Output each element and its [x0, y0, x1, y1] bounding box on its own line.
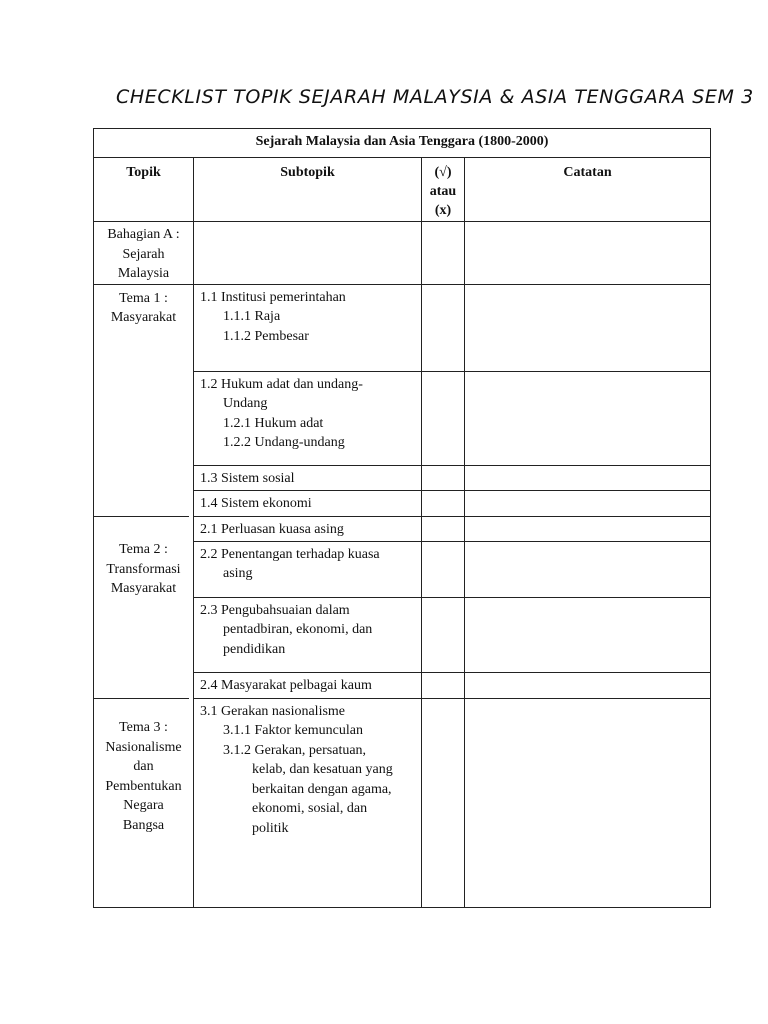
- catatan-cell[interactable]: [465, 490, 711, 516]
- subtopic-1-2-2: 1.2.2 Undang-undang: [223, 435, 345, 450]
- tick-cell[interactable]: [422, 371, 465, 465]
- catatan-cell[interactable]: [465, 672, 711, 698]
- catatan-cell[interactable]: [465, 597, 711, 672]
- tick-cell[interactable]: [422, 284, 465, 371]
- subtopic-3-1-2-cont4: politik: [252, 820, 289, 836]
- catatan-cell[interactable]: [465, 516, 711, 541]
- subtopik-cell: [194, 516, 422, 541]
- tema-1-cell: [94, 284, 194, 516]
- header-tick-atau: atau: [429, 184, 457, 199]
- catatan-cell[interactable]: [465, 698, 711, 907]
- subtopik-cell: [194, 698, 422, 907]
- subtopic-2-2-cont: asing: [223, 566, 253, 581]
- subtopik-cell: [194, 672, 422, 698]
- subtopic-3-1-1: 3.1.1 Faktor kemunculan: [223, 723, 363, 738]
- subtopik-cell: [194, 222, 422, 285]
- catatan-cell[interactable]: [465, 541, 711, 597]
- subtopic-3-1-2-cont3: ekonomi, sosial, dan: [252, 801, 368, 816]
- catatan-cell[interactable]: [465, 465, 711, 490]
- subtopik-cell: [194, 490, 422, 516]
- table-heading: Sejarah Malaysia dan Asia Tenggara (1800-2000): [94, 129, 711, 158]
- tema-3-label: Tema 3 :: [119, 720, 168, 735]
- subtopik-cell: [194, 371, 422, 465]
- subtopic-2-3-cont1: pentadbiran, ekonomi, dan: [223, 622, 373, 637]
- tema-3-name-line4: Negara: [123, 798, 164, 813]
- bahagian-a-cell: [94, 222, 194, 285]
- subtopic-1-3: 1.3 Sistem sosial: [200, 470, 295, 486]
- catatan-cell[interactable]: [465, 222, 711, 285]
- header-subtopik: Subtopik: [194, 158, 422, 222]
- tema-3-name-line2: dan: [133, 759, 154, 774]
- tick-cell[interactable]: [422, 490, 465, 516]
- subtopic-1-1-1: 1.1.1 Raja: [223, 309, 281, 324]
- subtopic-2-3-cont2: pendidikan: [223, 641, 286, 657]
- bahagian-line2: Sejarah: [122, 246, 165, 262]
- tick-cell[interactable]: [422, 672, 465, 698]
- subtopic-3-1-2-cont1: kelab, dan kesatuan yang: [252, 762, 393, 777]
- catatan-cell[interactable]: [465, 371, 711, 465]
- subtopic-1-1: 1.1 Institusi pemerintahan: [200, 289, 346, 305]
- tema-divider: [94, 516, 189, 517]
- subtopic-3-1-2: 3.1.2 Gerakan, persatuan,: [223, 742, 367, 758]
- subtopic-1-2: 1.2 Hukum adat dan undang-: [200, 376, 363, 392]
- column-header-row: [94, 158, 711, 222]
- tick-cell[interactable]: [422, 541, 465, 597]
- subtopic-2-3: 2.3 Pengubahsuaian dalam: [200, 602, 350, 618]
- tema-1-label: Tema 1 :: [119, 290, 168, 306]
- tick-cell[interactable]: [422, 222, 465, 285]
- subtopic-2-1: 2.1 Perluasan kuasa asing: [200, 521, 344, 537]
- subtopic-3-1: 3.1 Gerakan nasionalisme: [200, 703, 346, 719]
- tema-1-name: Masyarakat: [110, 310, 177, 325]
- subtopic-2-4: 2.4 Masyarakat pelbagai kaum: [200, 677, 372, 693]
- checklist-table: [93, 128, 711, 908]
- tema-divider: [94, 698, 189, 699]
- tema-3-cell: [94, 698, 194, 907]
- subtopic-1-2-1: 1.2.1 Hukum adat: [223, 415, 324, 431]
- subtopic-1-4: 1.4 Sistem ekonomi: [200, 495, 312, 511]
- subtopik-cell: [194, 284, 422, 371]
- subtopik-cell: [194, 541, 422, 597]
- document-title: CHECKLIST TOPIK SEJARAH MALAYSIA & ASIA TENGGARA SEM 3: [116, 86, 754, 108]
- tema-2-name-line2: Masyarakat: [110, 581, 177, 596]
- bahagian-label: Bahagian A :: [107, 227, 180, 242]
- tema-2-label: Tema 2 :: [119, 542, 168, 557]
- tema-2-cell: [94, 516, 194, 698]
- subtopic-1-1-2: 1.1.2 Pembesar: [223, 328, 309, 344]
- table-row: [94, 516, 711, 541]
- header-tick-column: [422, 158, 465, 222]
- tick-cell[interactable]: [422, 516, 465, 541]
- tick-cell[interactable]: [422, 597, 465, 672]
- tick-cell[interactable]: [422, 465, 465, 490]
- header-catatan: Catatan: [465, 158, 711, 222]
- subtopic-1-2-cont: Undang: [223, 396, 268, 411]
- subtopik-cell: [194, 597, 422, 672]
- table-row: [94, 698, 711, 907]
- subtopic-2-2: 2.2 Penentangan terhadap kuasa: [200, 546, 380, 562]
- header-tick-cross: (x): [434, 203, 452, 218]
- table-row: [94, 222, 711, 285]
- header-topik: Topik: [94, 158, 194, 222]
- table-row: [94, 284, 711, 371]
- tema-3-name-line3: Pembentukan: [105, 778, 182, 794]
- tick-cell[interactable]: [422, 698, 465, 907]
- table-heading-row: [94, 129, 711, 158]
- subtopik-cell: [194, 465, 422, 490]
- bahagian-line3: Malaysia: [117, 266, 170, 281]
- tema-3-name-line1: Nasionalisme: [105, 739, 182, 755]
- header-tick-symbol: (√): [434, 165, 452, 180]
- catatan-cell[interactable]: [465, 284, 711, 371]
- subtopic-3-1-2-cont2: berkaitan dengan agama,: [252, 781, 392, 797]
- tema-2-name-line1: Transformasi: [106, 561, 181, 577]
- tema-3-name-line5: Bangsa: [122, 817, 165, 833]
